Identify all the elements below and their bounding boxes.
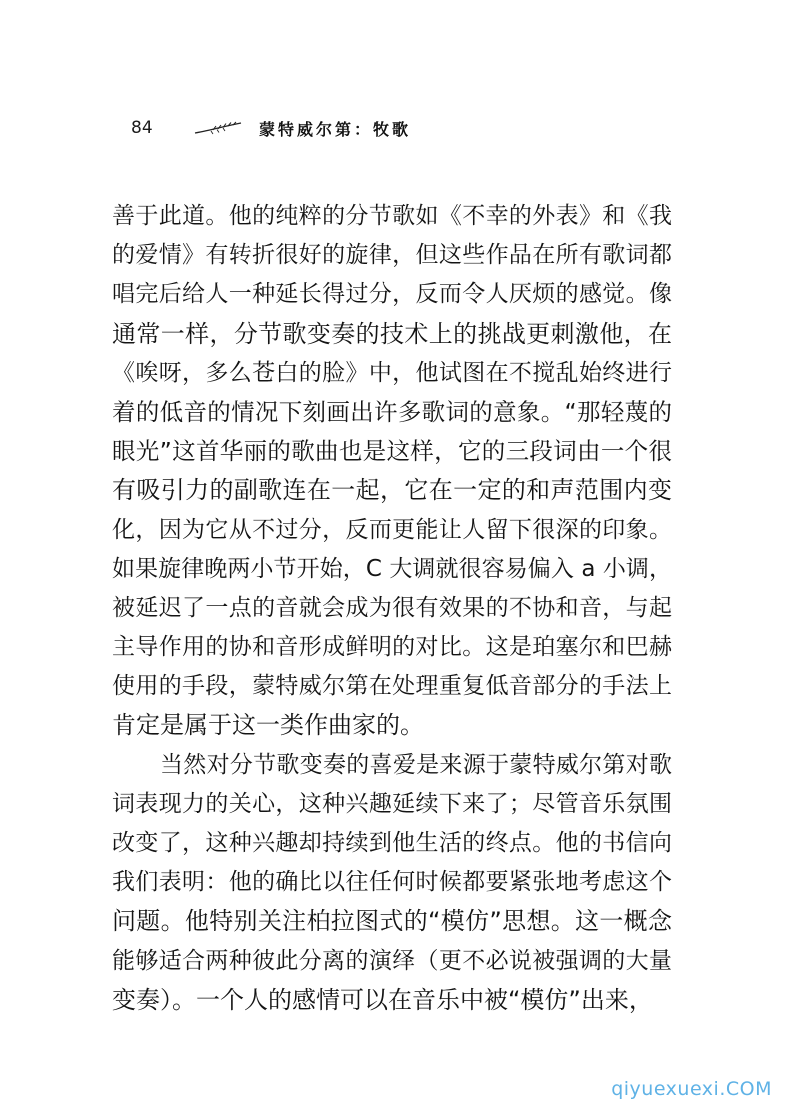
page-header [131, 117, 551, 139]
text-line: 当然对分节歌变奏的喜爱是来源于蒙特威尔第对歌 [160, 751, 672, 778]
text-line: 唱完后给人一种延长得过分，反而令人厌烦的感觉。像 [112, 281, 672, 308]
text-line: 有吸引力的副歌连在一起，它在一定的和声范围内变 [112, 476, 672, 505]
page-number: 84 [131, 118, 153, 138]
text-line: 通常一样，分节歌变奏的技术上的挑战更刺激他，在 [112, 319, 672, 348]
text-line: 被延迟了一点的音就会成为很有效果的不协和音，与起 [112, 594, 672, 621]
paragraph [112, 197, 672, 746]
text-line: 我们表明：他的确比以往任何时候都要紧张地考虑这个 [112, 869, 672, 896]
text-line: 主导作用的协和音形成鲜明的对比。这是珀塞尔和巴赫 [112, 634, 672, 661]
text-line: 《唉呀，多么苍白的脸》中，他试图在不搅乱始终进行 [112, 359, 672, 386]
text-line: 着的低音的情况下刻画出许多歌词的意象。“那轻蔑的 [112, 397, 672, 426]
text-line: 善于此道。他的纯粹的分节歌如《不幸的外表》和《我 [112, 203, 672, 229]
text-line: 如果旋律晚两小节开始，C 大调就很容易偏入 a 小调， [112, 555, 672, 582]
text-line: 的爱情》有转折很好的旋律，但这些作品在所有歌词都 [112, 242, 672, 269]
text-line: 肯定是属于这一类作曲家的。 [112, 711, 424, 740]
text-line: 问题。他特别关注柏拉图式的“模仿”思想。这一概念 [112, 907, 672, 936]
paragraph [112, 746, 672, 1020]
watermark-text: qiyuexuexi.COM [611, 1078, 772, 1100]
text-line: 化，因为它从不过分，反而更能让人留下很深的印象。 [112, 516, 672, 543]
text-line: 使用的手段，蒙特威尔第在处理重复低音部分的手法上 [112, 673, 672, 700]
body-text [112, 197, 672, 1020]
running-title: 蒙特威尔第：牧歌 [259, 119, 412, 139]
text-line: 词表现力的关心，这种兴趣延续下来了；尽管音乐氛围 [112, 790, 672, 817]
site-watermark [611, 1074, 772, 1104]
feather-ornament-icon [193, 121, 243, 135]
text-line: 能够适合两种彼此分离的演绎（更不必说被强调的大量 [112, 947, 672, 974]
text-line: 变奏）。一个人的感情可以在音乐中被“模仿”出来， [112, 985, 653, 1014]
text-line: 眼光”这首华丽的歌曲也是这样，它的三段词由一个很 [112, 437, 672, 466]
text-line: 改变了，这种兴趣却持续到他生活的终点。他的书信向 [112, 830, 672, 856]
